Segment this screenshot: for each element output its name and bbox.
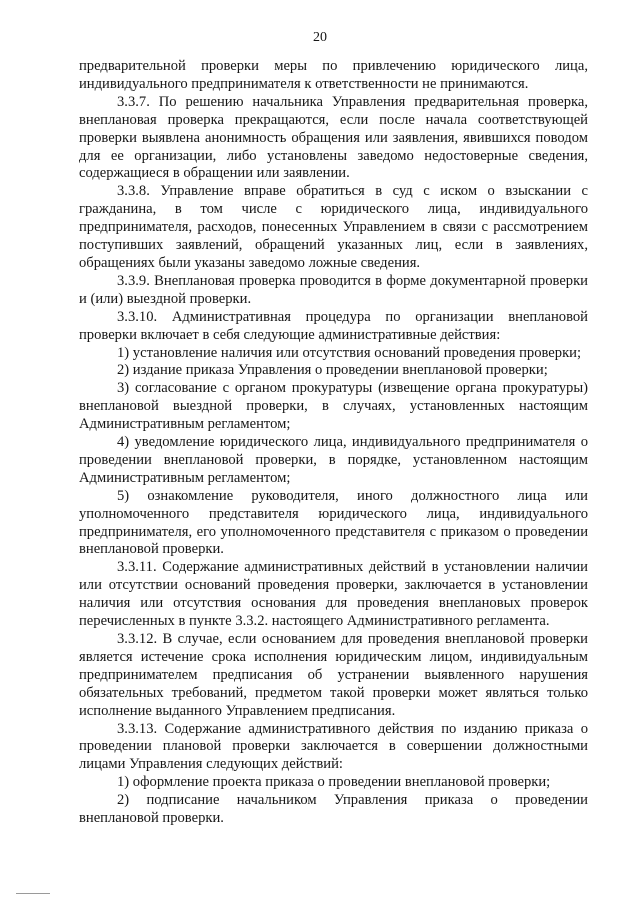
list-item-1: 1) установление наличия или отсутствия оснований проведения проверки; [117, 344, 582, 361]
list-item-2: 2) издание приказа Управления о проведении внеплановой проверки; [117, 362, 548, 379]
paragraph-3-3-11: 3.3.11. Содержание административных действий в установлении наличии или отсутствии оснований проведения проверки, заключается в установлении наличия или отсутствия основания для проведения внеплановых проверок перечисленных в пункте 3.3.2. настоящего Административного регламента. [79, 559, 588, 630]
paragraph-3-3-8: 3.3.8. Управление вправе обратиться в суд с иском о взыскании с гражданина, в том числе с юридического лица, индивидуального предпринимателя, расходов, понесенных Управлением в связи с рассмотрением поступивших заявлений, обращений указанных лиц, если в заявлениях, обращениях были указаны заведомо ложные сведения. [79, 183, 588, 271]
page-number: 20 [313, 30, 327, 45]
paragraph-3-3-10: 3.3.10. Административная процедура по организации внеплановой проверки включает в себя следующие административные действия: [79, 308, 588, 343]
list-item-5: 5) ознакомление руководителя, иного должностного лица или уполномоченного представителя юридического лица, индивидуального предпринимателя, его уполномоченного представителя с приказом о проведении внеплановой проверки. [79, 487, 588, 558]
list-item-4: 4) уведомление юридического лица, индивидуального предпринимателя о проведении внеплановой проверки, в порядке, установленном настоящим Административным регламентом; [79, 434, 588, 486]
paragraph-3-3-13: 3.3.13. Содержание административного действия по изданию приказа о проведении плановой проверки заключается в совершении должностными лицами Управления следующих действий: [79, 720, 588, 773]
paragraph-continuation: предварительной проверки меры по привлечению юридического лица, индивидуального предпринимателя к ответственности не принимаются. [79, 58, 588, 92]
paragraph-3-3-12: 3.3.12. В случае, если основанием для проведения внеплановой проверки является истечение срока исполнения юридическим лицом, индивидуальным предпринимателем предписания об устранении выявленного нарушения обязательных требований, предметом такой проверки может являться только исполнение выданного Управлением предписания. [79, 631, 588, 719]
paragraph-3-3-7: 3.3.7. По решению начальника Управления предварительная проверка, внеплановая проверка прекращаются, если после начала соответствующей проверки выявлена анонимность обращения или заявления, явившихся поводом для ее организации, либо установлены заведомо недостоверные сведения, содержащиеся в обращении или заявлении. [79, 93, 588, 182]
paragraph-3-3-9: 3.3.9. Внеплановая проверка проводится в форме документарной проверки и (или) выездной проверки. [79, 272, 588, 307]
footer-rule [16, 893, 50, 894]
list-item-2-sign-order: 2) подписание начальником Управления приказа о проведении внеплановой проверки. [79, 792, 588, 827]
list-item-3: 3) согласование с органом прокуратуры (извещение органа прокуратуры) внеплановой выездной проверки, в случаях, установленных настоящим Административным регламентом; [79, 380, 588, 433]
list-item-1-draft-order: 1) оформление проекта приказа о проведении внеплановой проверки; [117, 774, 551, 791]
document-body [79, 58, 588, 828]
